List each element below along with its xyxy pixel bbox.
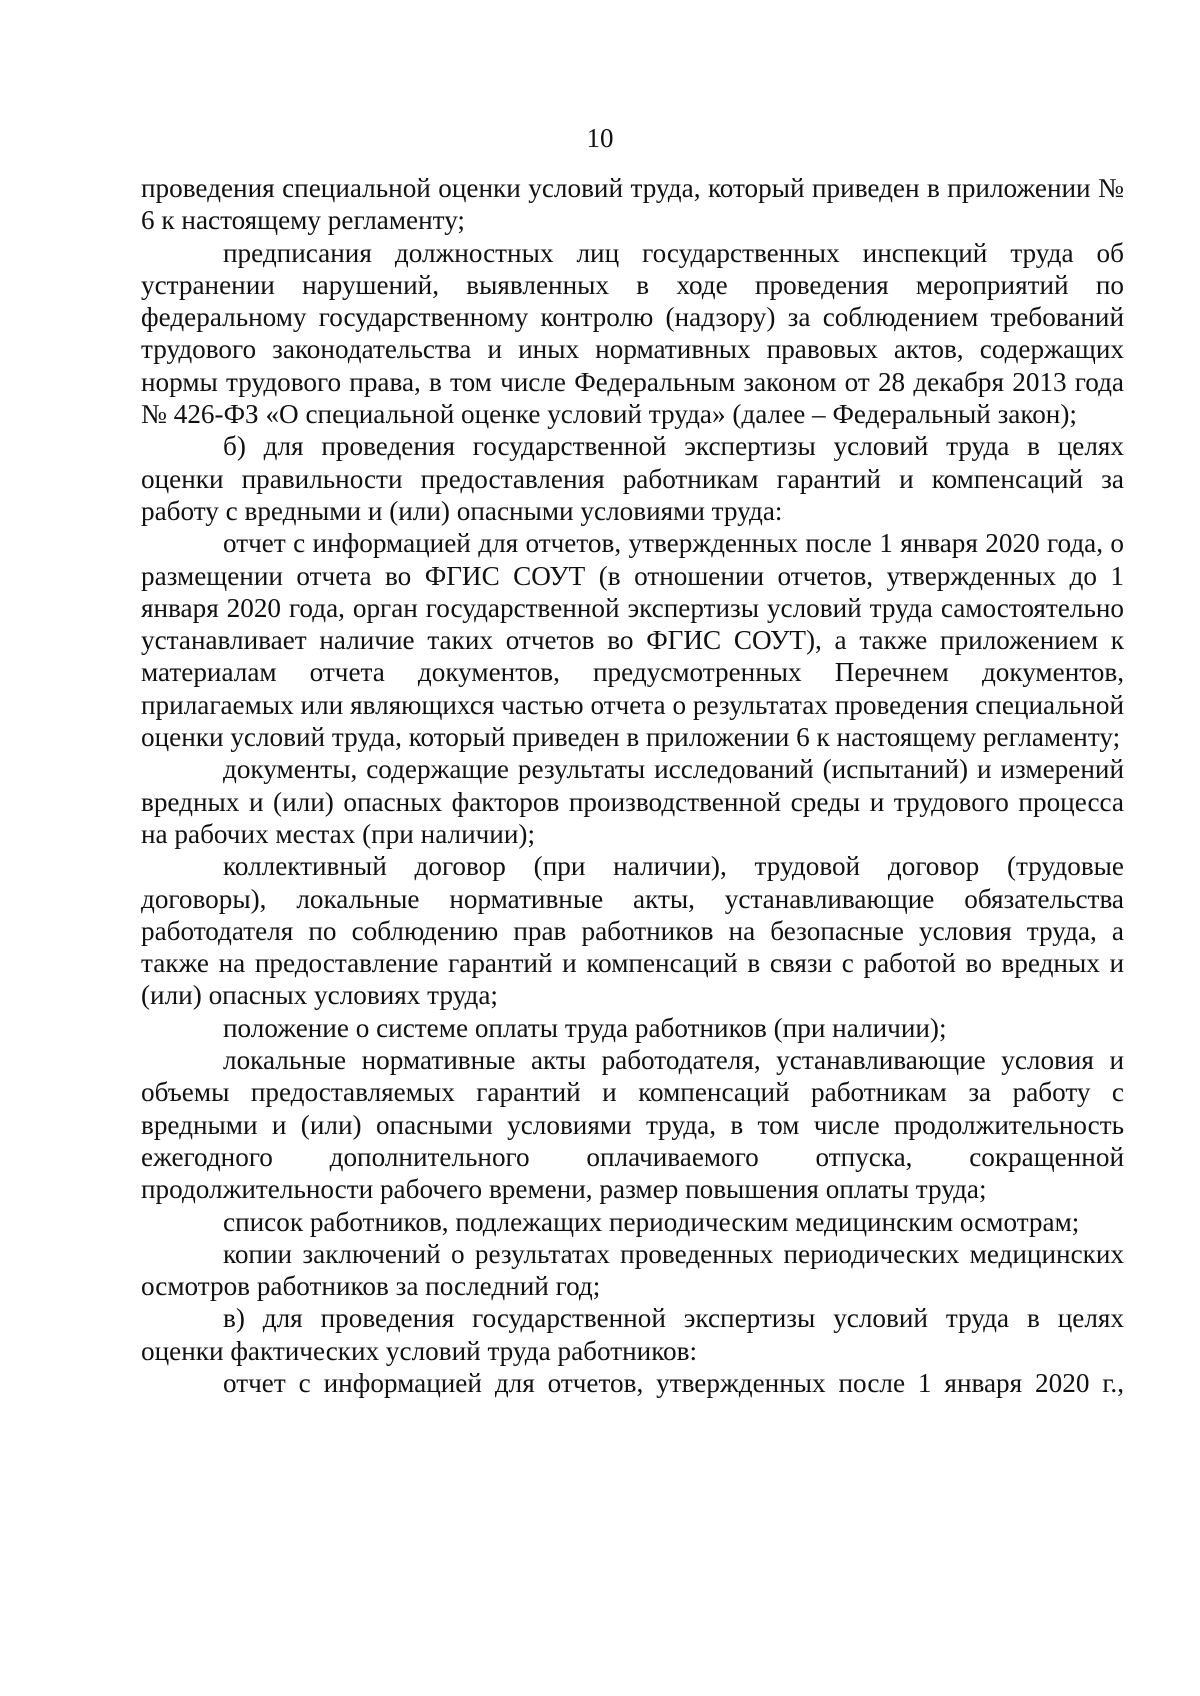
paragraph-12: отчет с информацией для отчетов, утвержденных после 1 января 2020 г., [223, 1367, 1124, 1398]
paragraph-4: отчет с информацией для отчетов, утвержденных после 1 января 2020 года, о размещении отчета во ФГИС СОУТ (в отношении отчетов, утвержденных до 1 января 2020 года, орган государственной экспертизы условий труда самостоятельно устанавливает наличие таких отчетов во ФГИС СОУТ), а также приложением к материалам отчета документов, предусмотренных Перечнем документов, прилагаемых или являющихся частью отчета о результатах проведения специальной оценки условий труда, который приведен в приложении 6 к настоящему регламенту; [141, 528, 1124, 753]
paragraph-9: список работников, подлежащих периодическим медицинским осмотрам; [223, 1206, 1080, 1237]
paragraph-2: предписания должностных лиц государственных инспекций труда об устранении нарушений, выявленных в ходе проведения мероприятий по федеральному государственному контролю (надзору) за соблюдением требований трудового законодательства и иных нормативных правовых актов, содержащих нормы трудового права, в том числе Федеральным законом от 28 декабря 2013 года № 426-ФЗ «О специальной оценке условий труда» (далее – Федеральный закон); [141, 237, 1124, 430]
paragraph-1: проведения специальной оценки условий труда, который приведен в приложении № 6 к настоящему регламенту; [141, 173, 1124, 236]
paragraph-5: документы, содержащие результаты исследований (испытаний) и измерений вредных и (или) опасных факторов производственной среды и трудового процесса на рабочих местах (при наличии); [141, 754, 1124, 849]
paragraph-8: локальные нормативные акты работодателя, устанавливающие условия и объемы предоставляемых гарантий и компенсаций работникам за работу с вредными и (или) опасными условиями труда, в том числе продолжительность ежегодного дополнительного оплачиваемого отпуска, сокращенной продолжительности рабочего времени, размер повышения оплаты труда; [141, 1045, 1124, 1205]
paragraph-3: б) для проведения государственной экспертизы условий труда в целях оценки правильности предоставления работникам гарантий и компенсаций за работу с вредными и (или) опасными условиями труда: [141, 431, 1124, 526]
paragraph-7: положение о системе оплаты труда работников (при наличии); [223, 1012, 947, 1043]
paragraph-6: коллективный договор (при наличии), трудовой договор (трудовые договоры), локальные нормативные акты, устанавливающие обязательства работодателя по соблюдению прав работников на безопасные условия труда, а также на предоставление гарантий и компенсаций в связи с работой во вредных и (или) опасных условиях труда; [141, 851, 1124, 1011]
paragraph-10: копии заключений о результатах проведенных периодических медицинских осмотров работников за последний год; [141, 1238, 1124, 1302]
paragraph-11: в) для проведения государственной экспертизы условий труда в целях оценки фактических условий труда работников: [141, 1303, 1124, 1366]
document-body [141, 172, 1124, 1399]
page-number: 10 [586, 123, 614, 153]
